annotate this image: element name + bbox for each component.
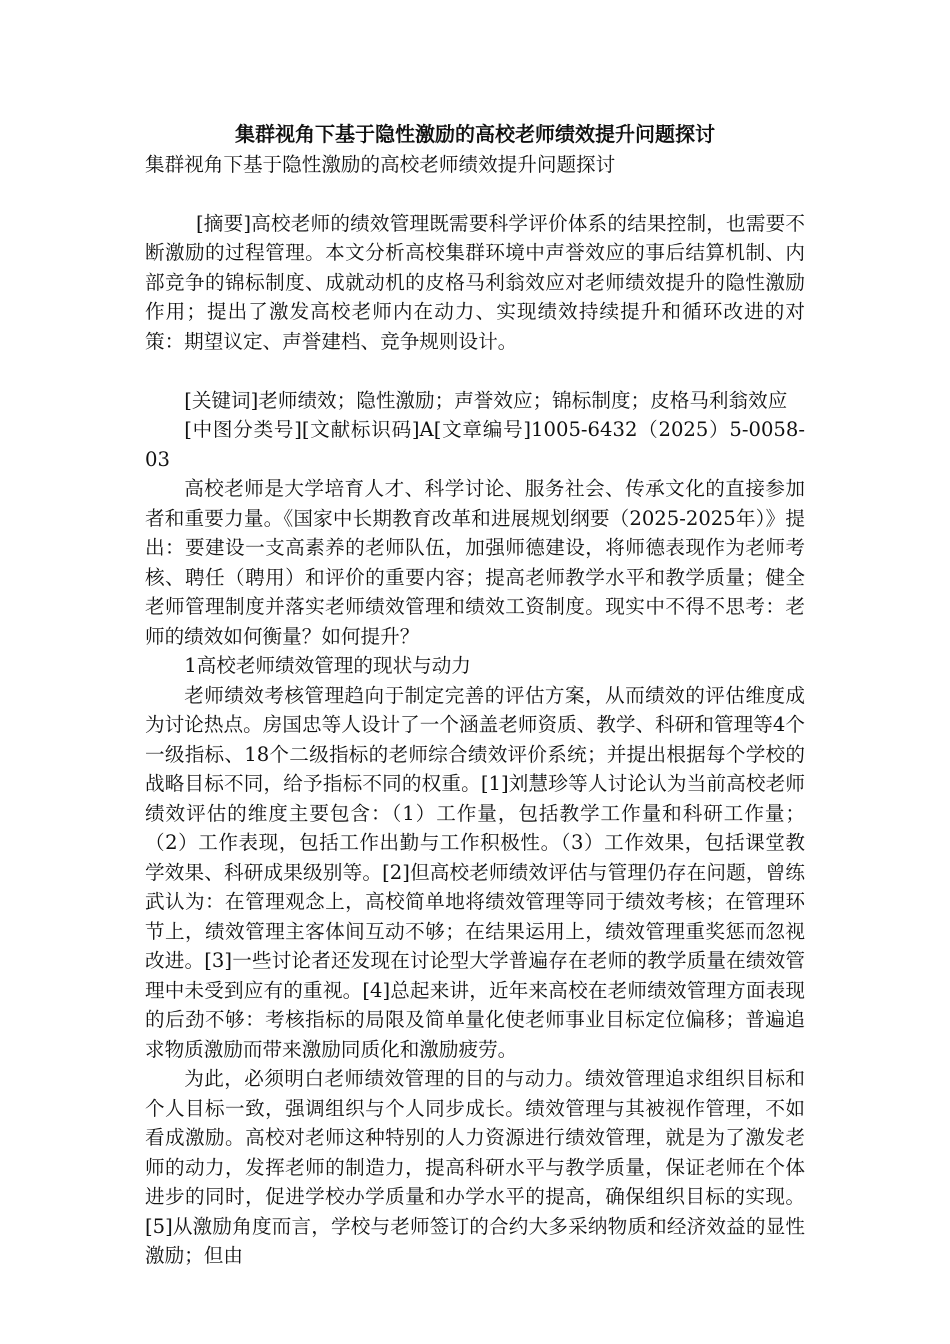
document-page <box>145 120 805 1271</box>
body-paragraph-1: 高校老师是大学培育人才、科学讨论、服务社会、传承文化的直接参加者和重要力量。《国家中长期教育改革和进展规划纲要（2025-2025年）》提出：要建设一支高素养的老师队伍，加强师德建设，将师德表现作为老师考核、聘任（聘用）和评价的重要内容；提高老师教学水平和教学质量；健全老师管理制度并落实老师绩效管理和绩效工资制度。现实中不得不思考：老师的绩效如何衡量？如何提升？ <box>145 477 805 648</box>
keywords-paragraph: [关键词]老师绩效；隐性激励；声誉效应；锦标制度；皮格马利翁效应 <box>184 388 788 412</box>
spacer <box>145 179 805 209</box>
body-paragraph-2: 老师绩效考核管理趋向于制定完善的评估方案，从而绩效的评估维度成为讨论热点。房国忠等人设计了一个涵盖老师资质、教学、科研和管理等4个一级指标、18个二级指标的老师综合绩效评价系统；并提出根据每个学校的战略目标不同，给予指标不同的权重。[1]刘慧珍等人讨论认为当前高校老师绩效评估的维度主要包含：（1）工作量，包括教学工作量和科研工作量；（2）工作表现，包括工作出勤与工作积极性。（3）工作效果，包括课堂教学效果、科研成果级别等。[2]但高校老师绩效评估与管理仍存在问题，曾练武认为：在管理观念上，高校简单地将绩效管理等同于绩效考核；在管理环节上，绩效管理主客体间互动不够；在结果运用上，绩效管理重奖惩而忽视改进。[3]一些讨论者还发现在讨论型大学普遍存在老师的教学质量在绩效管理中未受到应有的重视。[4]总起来讲，近年来高校在老师绩效管理方面表现的后劲不够：考核指标的局限及简单量化使老师事业目标定位偏移；普遍追求物质激励而带来激励同质化和激励疲劳。 <box>145 683 805 1061</box>
abstract-paragraph: [摘要]高校老师的绩效管理既需要科学评价体系的结果控制，也需要不断激励的过程管理。本文分析高校集群环境中声誉效应的事后结算机制、内部竞争的锦标制度、成就动机的皮格马利翁效应对老师绩效提升的隐性激励作用；提出了激发高校老师内在动力、实现绩效持续提升和循环改进的对策：期望议定、声誉建档、竞争规则设计。 <box>145 211 805 353</box>
section-heading-1: 1高校老师绩效管理的现状与动力 <box>184 654 471 677</box>
document-subtitle: 集群视角下基于隐性激励的高校老师绩效提升问题探讨 <box>145 152 616 176</box>
document-title: 集群视角下基于隐性激励的高校老师绩效提升问题探讨 <box>235 122 715 146</box>
classification-paragraph: [中图分类号][文献标识码]A[文章编号]1005-6432（2025）5-0058-03 <box>145 418 805 471</box>
spacer <box>145 356 805 386</box>
body-paragraph-3: 为此，必须明白老师绩效管理的目的与动力。绩效管理追求组织目标和个人目标一致，强调组织与个人同步成长。绩效管理与其被视作管理，不如看成激励。高校对老师这种特别的人力资源进行绩效管理，就是为了激发老师的动力，发挥老师的制造力，提高科研水平与教学质量，保证老师在个体进步的同时，促进学校办学质量和办学水平的提高，确保组织目标的实现。[5]从激励角度而言，学校与老师签订的合约大多采纳物质和经济效益的显性激励；但由 <box>145 1067 805 1267</box>
